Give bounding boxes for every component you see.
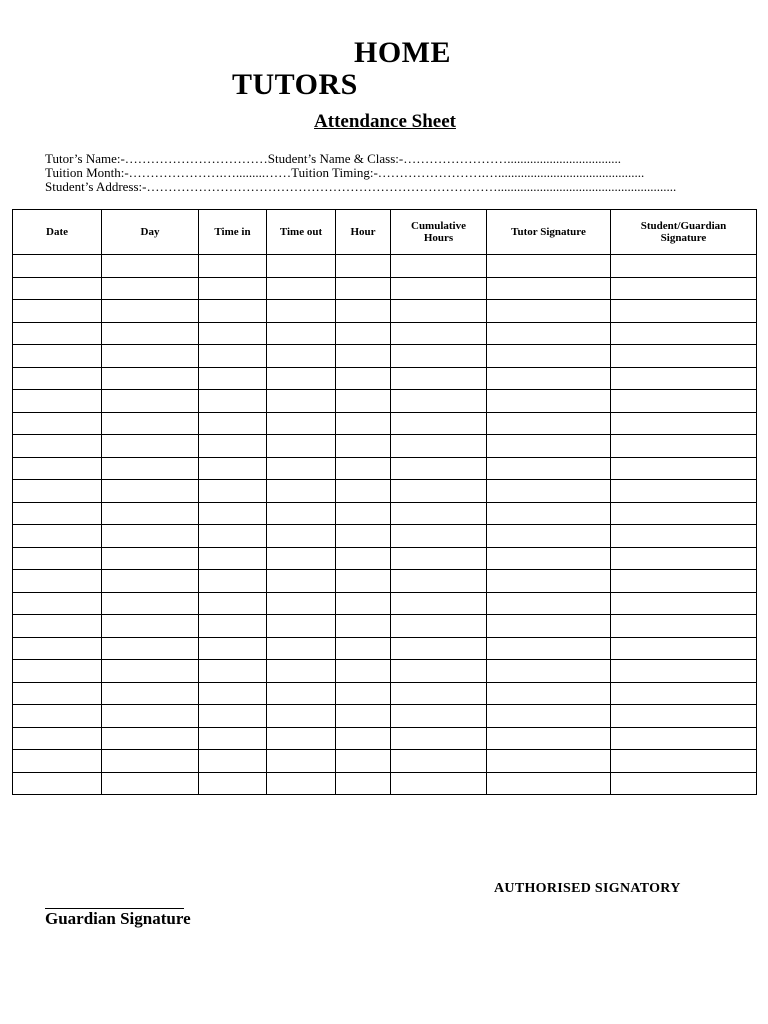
table-cell[interactable] <box>267 727 336 750</box>
table-cell[interactable] <box>102 525 199 548</box>
table-cell[interactable] <box>391 750 487 773</box>
table-cell[interactable] <box>267 390 336 413</box>
table-row <box>13 660 757 683</box>
table-row <box>13 322 757 345</box>
table-cell[interactable] <box>13 750 102 773</box>
table-cell[interactable] <box>336 570 391 593</box>
table-cell[interactable] <box>199 457 267 480</box>
table-cell[interactable] <box>611 457 757 480</box>
table-cell[interactable] <box>611 615 757 638</box>
table-cell[interactable] <box>391 547 487 570</box>
table-cell[interactable] <box>102 480 199 503</box>
table-cell[interactable] <box>199 255 267 278</box>
table-cell[interactable] <box>611 367 757 390</box>
table-cell[interactable] <box>199 390 267 413</box>
table-row <box>13 637 757 660</box>
table-cell[interactable] <box>487 705 611 728</box>
table-cell[interactable] <box>336 525 391 548</box>
table-cell[interactable] <box>102 277 199 300</box>
table-cell[interactable] <box>102 322 199 345</box>
table-cell[interactable] <box>13 435 102 458</box>
table-cell[interactable] <box>487 525 611 548</box>
table-row <box>13 412 757 435</box>
table-row <box>13 255 757 278</box>
table-cell[interactable] <box>611 435 757 458</box>
table-cell[interactable] <box>13 367 102 390</box>
table-cell[interactable] <box>267 277 336 300</box>
column-header-hour: Hour <box>336 210 391 255</box>
table-cell[interactable] <box>487 255 611 278</box>
table-cell[interactable] <box>611 480 757 503</box>
table-cell[interactable] <box>391 727 487 750</box>
table-cell[interactable] <box>267 435 336 458</box>
table-cell[interactable] <box>102 412 199 435</box>
guardian-signature-label: Guardian Signature <box>45 909 191 928</box>
table-cell[interactable] <box>611 502 757 525</box>
table-cell[interactable] <box>391 322 487 345</box>
table-row <box>13 435 757 458</box>
table-cell[interactable] <box>487 547 611 570</box>
table-row <box>13 525 757 548</box>
table-cell[interactable] <box>336 637 391 660</box>
table-cell[interactable] <box>336 682 391 705</box>
attendance-table-body <box>13 255 757 795</box>
table-cell[interactable] <box>391 660 487 683</box>
table-cell[interactable] <box>336 277 391 300</box>
column-header-time-out: Time out <box>267 210 336 255</box>
table-cell[interactable] <box>199 367 267 390</box>
table-cell[interactable] <box>102 345 199 368</box>
table-cell[interactable] <box>13 480 102 503</box>
table-cell[interactable] <box>391 570 487 593</box>
table-cell[interactable] <box>391 592 487 615</box>
table-cell[interactable] <box>487 457 611 480</box>
table-cell[interactable] <box>199 480 267 503</box>
title-home: HOME <box>354 36 451 69</box>
column-header-cumulative-hours-text: Cumulative Hours <box>411 220 466 244</box>
table-cell[interactable] <box>611 345 757 368</box>
table-header-row <box>13 210 757 255</box>
table-cell[interactable] <box>487 322 611 345</box>
table-cell[interactable] <box>13 592 102 615</box>
table-cell[interactable] <box>199 660 267 683</box>
table-cell[interactable] <box>391 255 487 278</box>
table-cell[interactable] <box>487 502 611 525</box>
table-cell[interactable] <box>13 615 102 638</box>
column-header-time-in: Time in <box>199 210 267 255</box>
table-cell[interactable] <box>611 255 757 278</box>
table-row <box>13 345 757 368</box>
table-cell[interactable] <box>267 480 336 503</box>
table-cell[interactable] <box>611 322 757 345</box>
table-row <box>13 615 757 638</box>
table-cell[interactable] <box>199 502 267 525</box>
table-cell[interactable] <box>199 772 267 795</box>
table-cell[interactable] <box>13 277 102 300</box>
table-cell[interactable] <box>487 727 611 750</box>
table-cell[interactable] <box>102 457 199 480</box>
table-cell[interactable] <box>199 525 267 548</box>
table-cell[interactable] <box>102 660 199 683</box>
table-cell[interactable] <box>102 592 199 615</box>
table-row <box>13 300 757 323</box>
table-cell[interactable] <box>611 525 757 548</box>
table-cell[interactable] <box>391 390 487 413</box>
table-cell[interactable] <box>267 300 336 323</box>
table-cell[interactable] <box>336 615 391 638</box>
table-cell[interactable] <box>199 322 267 345</box>
table-cell[interactable] <box>267 682 336 705</box>
table-cell[interactable] <box>102 390 199 413</box>
table-cell[interactable] <box>487 592 611 615</box>
table-row <box>13 390 757 413</box>
table-cell[interactable] <box>336 345 391 368</box>
table-cell[interactable] <box>267 367 336 390</box>
table-cell[interactable] <box>199 705 267 728</box>
authorised-signatory-label: AUTHORISED SIGNATORY <box>494 881 681 896</box>
table-cell[interactable] <box>487 300 611 323</box>
table-cell[interactable] <box>13 390 102 413</box>
table-cell[interactable] <box>267 705 336 728</box>
table-cell[interactable] <box>199 345 267 368</box>
table-cell[interactable] <box>102 637 199 660</box>
table-cell[interactable] <box>267 615 336 638</box>
table-cell[interactable] <box>487 367 611 390</box>
table-cell[interactable] <box>391 480 487 503</box>
tuition-month-timing-line: Tuition Month:-………………….….........……Tuition Timing:-…………………….…............................................. <box>45 165 645 180</box>
table-cell[interactable] <box>267 660 336 683</box>
title-tutors: TUTORS <box>232 68 358 101</box>
table-cell[interactable] <box>336 435 391 458</box>
table-cell[interactable] <box>611 682 757 705</box>
table-cell[interactable] <box>611 592 757 615</box>
table-cell[interactable] <box>13 345 102 368</box>
table-cell[interactable] <box>611 772 757 795</box>
table-cell[interactable] <box>487 277 611 300</box>
table-cell[interactable] <box>336 390 391 413</box>
table-cell[interactable] <box>391 457 487 480</box>
table-row <box>13 277 757 300</box>
column-header-student-guardian-signature-text: Student/Guardian Signature <box>640 220 727 244</box>
table-cell[interactable] <box>336 772 391 795</box>
table-cell[interactable] <box>391 300 487 323</box>
table-cell[interactable] <box>336 592 391 615</box>
table-cell[interactable] <box>391 435 487 458</box>
page-title <box>0 111 768 133</box>
table-cell[interactable] <box>611 570 757 593</box>
table-row <box>13 750 757 773</box>
table-cell[interactable] <box>487 772 611 795</box>
table-cell[interactable] <box>336 412 391 435</box>
table-cell[interactable] <box>267 322 336 345</box>
table-cell[interactable] <box>487 660 611 683</box>
table-cell[interactable] <box>611 637 757 660</box>
table-row <box>13 570 757 593</box>
table-cell[interactable] <box>487 750 611 773</box>
table-row <box>13 592 757 615</box>
table-cell[interactable] <box>391 705 487 728</box>
tutor-student-name-line: Tutor’s Name:-……………………………Student’s Name & Class:-……………………................................... <box>45 151 621 166</box>
table-cell[interactable] <box>267 750 336 773</box>
table-cell[interactable] <box>487 682 611 705</box>
table-cell[interactable] <box>391 502 487 525</box>
table-cell[interactable] <box>611 277 757 300</box>
table-cell[interactable] <box>611 412 757 435</box>
table-cell[interactable] <box>13 547 102 570</box>
table-cell[interactable] <box>391 525 487 548</box>
table-cell[interactable] <box>391 682 487 705</box>
table-cell[interactable] <box>102 435 199 458</box>
table-cell[interactable] <box>199 615 267 638</box>
table-row <box>13 547 757 570</box>
table-cell[interactable] <box>336 480 391 503</box>
table-cell[interactable] <box>267 412 336 435</box>
table-cell[interactable] <box>13 727 102 750</box>
table-cell[interactable] <box>336 727 391 750</box>
table-cell[interactable] <box>611 390 757 413</box>
table-cell[interactable] <box>611 660 757 683</box>
table-cell[interactable] <box>336 750 391 773</box>
table-cell[interactable] <box>199 435 267 458</box>
table-row <box>13 705 757 728</box>
table-cell[interactable] <box>487 435 611 458</box>
table-cell[interactable] <box>391 412 487 435</box>
table-row <box>13 367 757 390</box>
table-cell[interactable] <box>391 277 487 300</box>
table-cell[interactable] <box>13 705 102 728</box>
table-cell[interactable] <box>267 547 336 570</box>
table-cell[interactable] <box>267 502 336 525</box>
table-cell[interactable] <box>611 727 757 750</box>
table-cell[interactable] <box>102 705 199 728</box>
table-cell[interactable] <box>267 255 336 278</box>
table-cell[interactable] <box>336 547 391 570</box>
table-cell[interactable] <box>487 637 611 660</box>
table-cell[interactable] <box>13 772 102 795</box>
table-cell[interactable] <box>611 705 757 728</box>
table-cell[interactable] <box>102 300 199 323</box>
table-cell[interactable] <box>199 637 267 660</box>
table-cell[interactable] <box>267 570 336 593</box>
table-cell[interactable] <box>13 570 102 593</box>
column-header-date: Date <box>13 210 102 255</box>
column-header-day: Day <box>102 210 199 255</box>
table-cell[interactable] <box>13 457 102 480</box>
table-cell[interactable] <box>102 727 199 750</box>
table-cell[interactable] <box>199 592 267 615</box>
column-header-cumulative-hours <box>391 210 487 255</box>
table-row <box>13 502 757 525</box>
table-cell[interactable] <box>102 367 199 390</box>
table-cell[interactable] <box>13 637 102 660</box>
table-cell[interactable] <box>487 480 611 503</box>
table-cell[interactable] <box>611 300 757 323</box>
table-cell[interactable] <box>487 390 611 413</box>
table-cell[interactable] <box>336 300 391 323</box>
column-header-student-guardian-signature <box>611 210 757 255</box>
table-cell[interactable] <box>102 772 199 795</box>
student-address-line: Student’s Address:-………………………………………………………………………....................................................... <box>45 179 677 194</box>
table-cell[interactable] <box>199 277 267 300</box>
table-cell[interactable] <box>487 345 611 368</box>
table-cell[interactable] <box>267 772 336 795</box>
table-cell[interactable] <box>199 300 267 323</box>
table-cell[interactable] <box>102 547 199 570</box>
table-cell[interactable] <box>199 750 267 773</box>
table-cell[interactable] <box>336 457 391 480</box>
table-cell[interactable] <box>611 547 757 570</box>
table-cell[interactable] <box>336 705 391 728</box>
table-cell[interactable] <box>13 255 102 278</box>
table-row <box>13 480 757 503</box>
table-cell[interactable] <box>267 345 336 368</box>
table-cell[interactable] <box>391 637 487 660</box>
page-title-text: Attendance Sheet <box>314 111 456 132</box>
table-cell[interactable] <box>199 727 267 750</box>
table-cell[interactable] <box>199 547 267 570</box>
table-cell[interactable] <box>267 525 336 548</box>
table-cell[interactable] <box>391 367 487 390</box>
table-cell[interactable] <box>13 502 102 525</box>
table-cell[interactable] <box>199 570 267 593</box>
table-cell[interactable] <box>13 300 102 323</box>
table-cell[interactable] <box>199 682 267 705</box>
table-cell[interactable] <box>102 682 199 705</box>
table-cell[interactable] <box>102 255 199 278</box>
table-cell[interactable] <box>102 615 199 638</box>
table-cell[interactable] <box>391 615 487 638</box>
table-row <box>13 727 757 750</box>
table-row <box>13 682 757 705</box>
table-row <box>13 457 757 480</box>
table-cell[interactable] <box>199 412 267 435</box>
table-cell[interactable] <box>13 660 102 683</box>
table-cell[interactable] <box>391 345 487 368</box>
table-cell[interactable] <box>267 457 336 480</box>
table-cell[interactable] <box>102 750 199 773</box>
table-cell[interactable] <box>267 592 336 615</box>
column-header-tutor-signature: Tutor Signature <box>487 210 611 255</box>
table-cell[interactable] <box>336 255 391 278</box>
table-cell[interactable] <box>611 750 757 773</box>
attendance-table <box>12 209 757 795</box>
table-cell[interactable] <box>487 615 611 638</box>
table-cell[interactable] <box>391 772 487 795</box>
table-cell[interactable] <box>102 570 199 593</box>
table-cell[interactable] <box>336 322 391 345</box>
table-cell[interactable] <box>336 367 391 390</box>
table-cell[interactable] <box>13 682 102 705</box>
table-cell[interactable] <box>336 660 391 683</box>
table-cell[interactable] <box>336 502 391 525</box>
table-cell[interactable] <box>13 412 102 435</box>
table-cell[interactable] <box>102 502 199 525</box>
table-cell[interactable] <box>487 570 611 593</box>
table-cell[interactable] <box>267 637 336 660</box>
table-cell[interactable] <box>487 412 611 435</box>
table-row <box>13 772 757 795</box>
table-cell[interactable] <box>13 525 102 548</box>
table-cell[interactable] <box>13 322 102 345</box>
